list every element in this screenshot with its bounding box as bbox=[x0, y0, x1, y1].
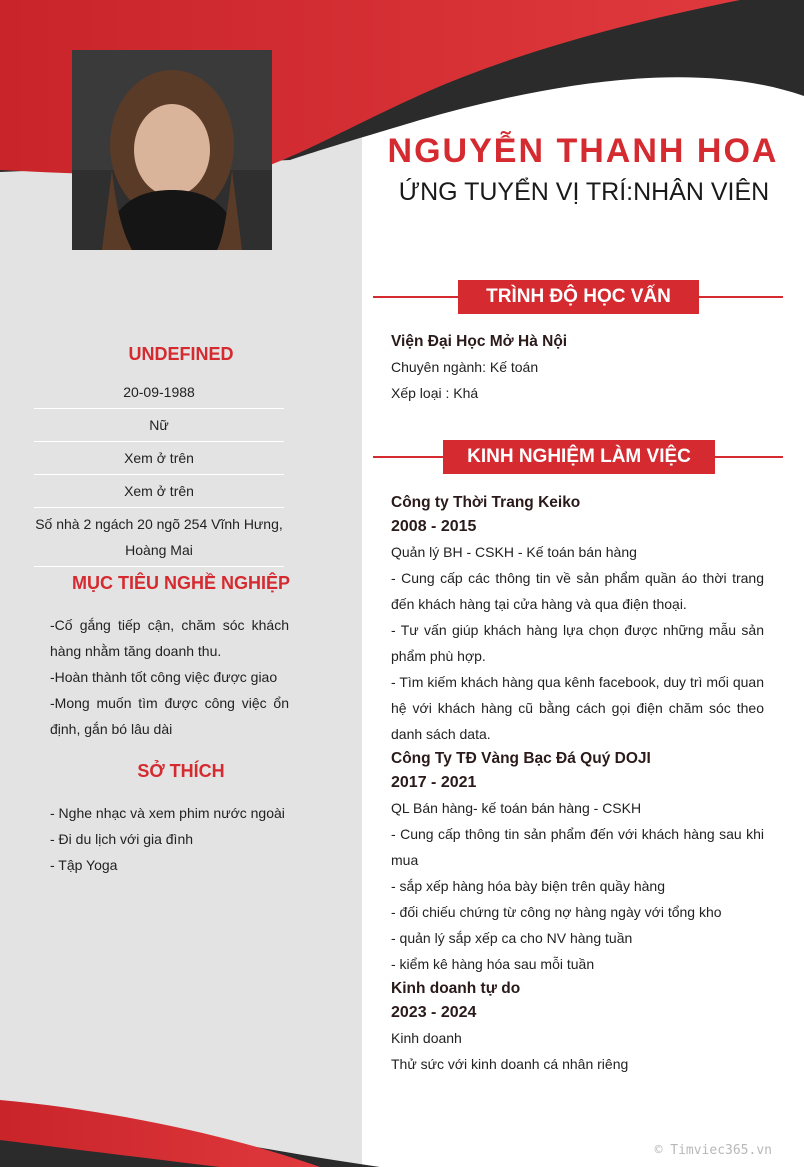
objective-line: -Cố gắng tiếp cận, chăm sóc khách hàng nhằm tăng doanh thu. bbox=[50, 617, 289, 659]
education-title: TRÌNH ĐỘ HỌC VẤN bbox=[458, 280, 699, 314]
job-company: Kinh doanh tự do bbox=[391, 980, 521, 997]
objective-line: -Hoàn thành tốt công việc được giao bbox=[50, 669, 278, 685]
candidate-name: NGUYỄN THANH HOA bbox=[387, 132, 779, 170]
email: Xem ở trên bbox=[34, 475, 284, 508]
profile-photo bbox=[72, 50, 272, 250]
job-role: Kinh doanh bbox=[391, 1030, 462, 1046]
job-detail: - quản lý sắp xếp ca cho NV hàng tuần bbox=[391, 930, 633, 946]
job-detail: - sắp xếp hàng hóa bày biện trên quầy hàng bbox=[391, 878, 665, 894]
job-detail: - đối chiếu chứng từ công nợ hàng ngày với tổng kho bbox=[391, 904, 722, 920]
job-detail: - Cung cấp các thông tin về sản phẩm quần áo thời trang đến khách hàng tại cửa hàng và qua điện thoại. bbox=[391, 570, 764, 612]
experience-title: KINH NGHIỆM LÀM VIỆC bbox=[443, 440, 715, 474]
experience-body bbox=[391, 491, 764, 1077]
applied-position: ỨNG TUYỂN VỊ TRÍ:NHÂN VIÊN bbox=[398, 178, 770, 206]
job-detail: - Cung cấp thông tin sản phẩm đến với khách hàng sau khi mua bbox=[391, 826, 764, 868]
job-years: 2017 - 2021 bbox=[391, 774, 477, 791]
school-name: Viện Đại Học Mở Hà Nội bbox=[391, 333, 568, 350]
job-detail: - Tư vấn giúp khách hàng lựa chọn được những mẫu sản phẩm phù hợp. bbox=[391, 622, 764, 664]
hobby-line: - Đi du lịch với gia đình bbox=[50, 831, 194, 847]
avatar-icon bbox=[72, 50, 272, 250]
profile-info-list bbox=[34, 376, 284, 567]
phone: Xem ở trên bbox=[34, 442, 284, 475]
watermark: © Timviec365.vn bbox=[654, 1143, 772, 1158]
job-detail: Thử sức với kinh doanh cá nhân riêng bbox=[391, 1056, 629, 1072]
grade: Xếp loại : Khá bbox=[391, 385, 479, 401]
birth-date: 20-09-1988 bbox=[34, 376, 284, 409]
address: Số nhà 2 ngách 20 ngõ 254 Vĩnh Hưng, Hoàng Mai bbox=[34, 508, 284, 567]
job-years: 2008 - 2015 bbox=[391, 518, 477, 535]
job-role: QL Bán hàng- kế toán bán hàng - CSKH bbox=[391, 800, 642, 816]
job-detail: - kiểm kê hàng hóa sau mỗi tuần bbox=[391, 956, 595, 972]
job-company: Công ty Thời Trang Keiko bbox=[391, 494, 581, 511]
hobby-line: - Nghe nhạc và xem phim nước ngoài bbox=[50, 805, 285, 821]
job-role: Quản lý BH - CSKH - Kế toán bán hàng bbox=[391, 544, 637, 560]
objective-text bbox=[50, 612, 289, 742]
job-years: 2023 - 2024 bbox=[391, 1004, 477, 1021]
profile-title: UNDEFINED bbox=[128, 344, 234, 364]
job-company: Công Ty TĐ Vàng Bạc Đá Quý DOJI bbox=[391, 750, 651, 767]
hobby-line: - Tập Yoga bbox=[50, 857, 118, 873]
major: Chuyên ngành: Kế toán bbox=[391, 359, 539, 375]
education-body bbox=[391, 330, 764, 406]
hobbies-title: SỞ THÍCH bbox=[137, 761, 225, 781]
job-detail: - Tìm kiếm khách hàng qua kênh facebook, duy trì mối quan hệ với khách hàng cũ bằng cách gọi điện chăm sóc theo danh sách data. bbox=[391, 674, 764, 742]
gender: Nữ bbox=[34, 409, 284, 442]
objective-line: -Mong muốn tìm được công việc ổn định, gắn bó lâu dài bbox=[50, 695, 289, 737]
objective-title: MỤC TIÊU NGHỀ NGHIỆP bbox=[71, 573, 290, 593]
hobbies-text bbox=[50, 800, 289, 878]
